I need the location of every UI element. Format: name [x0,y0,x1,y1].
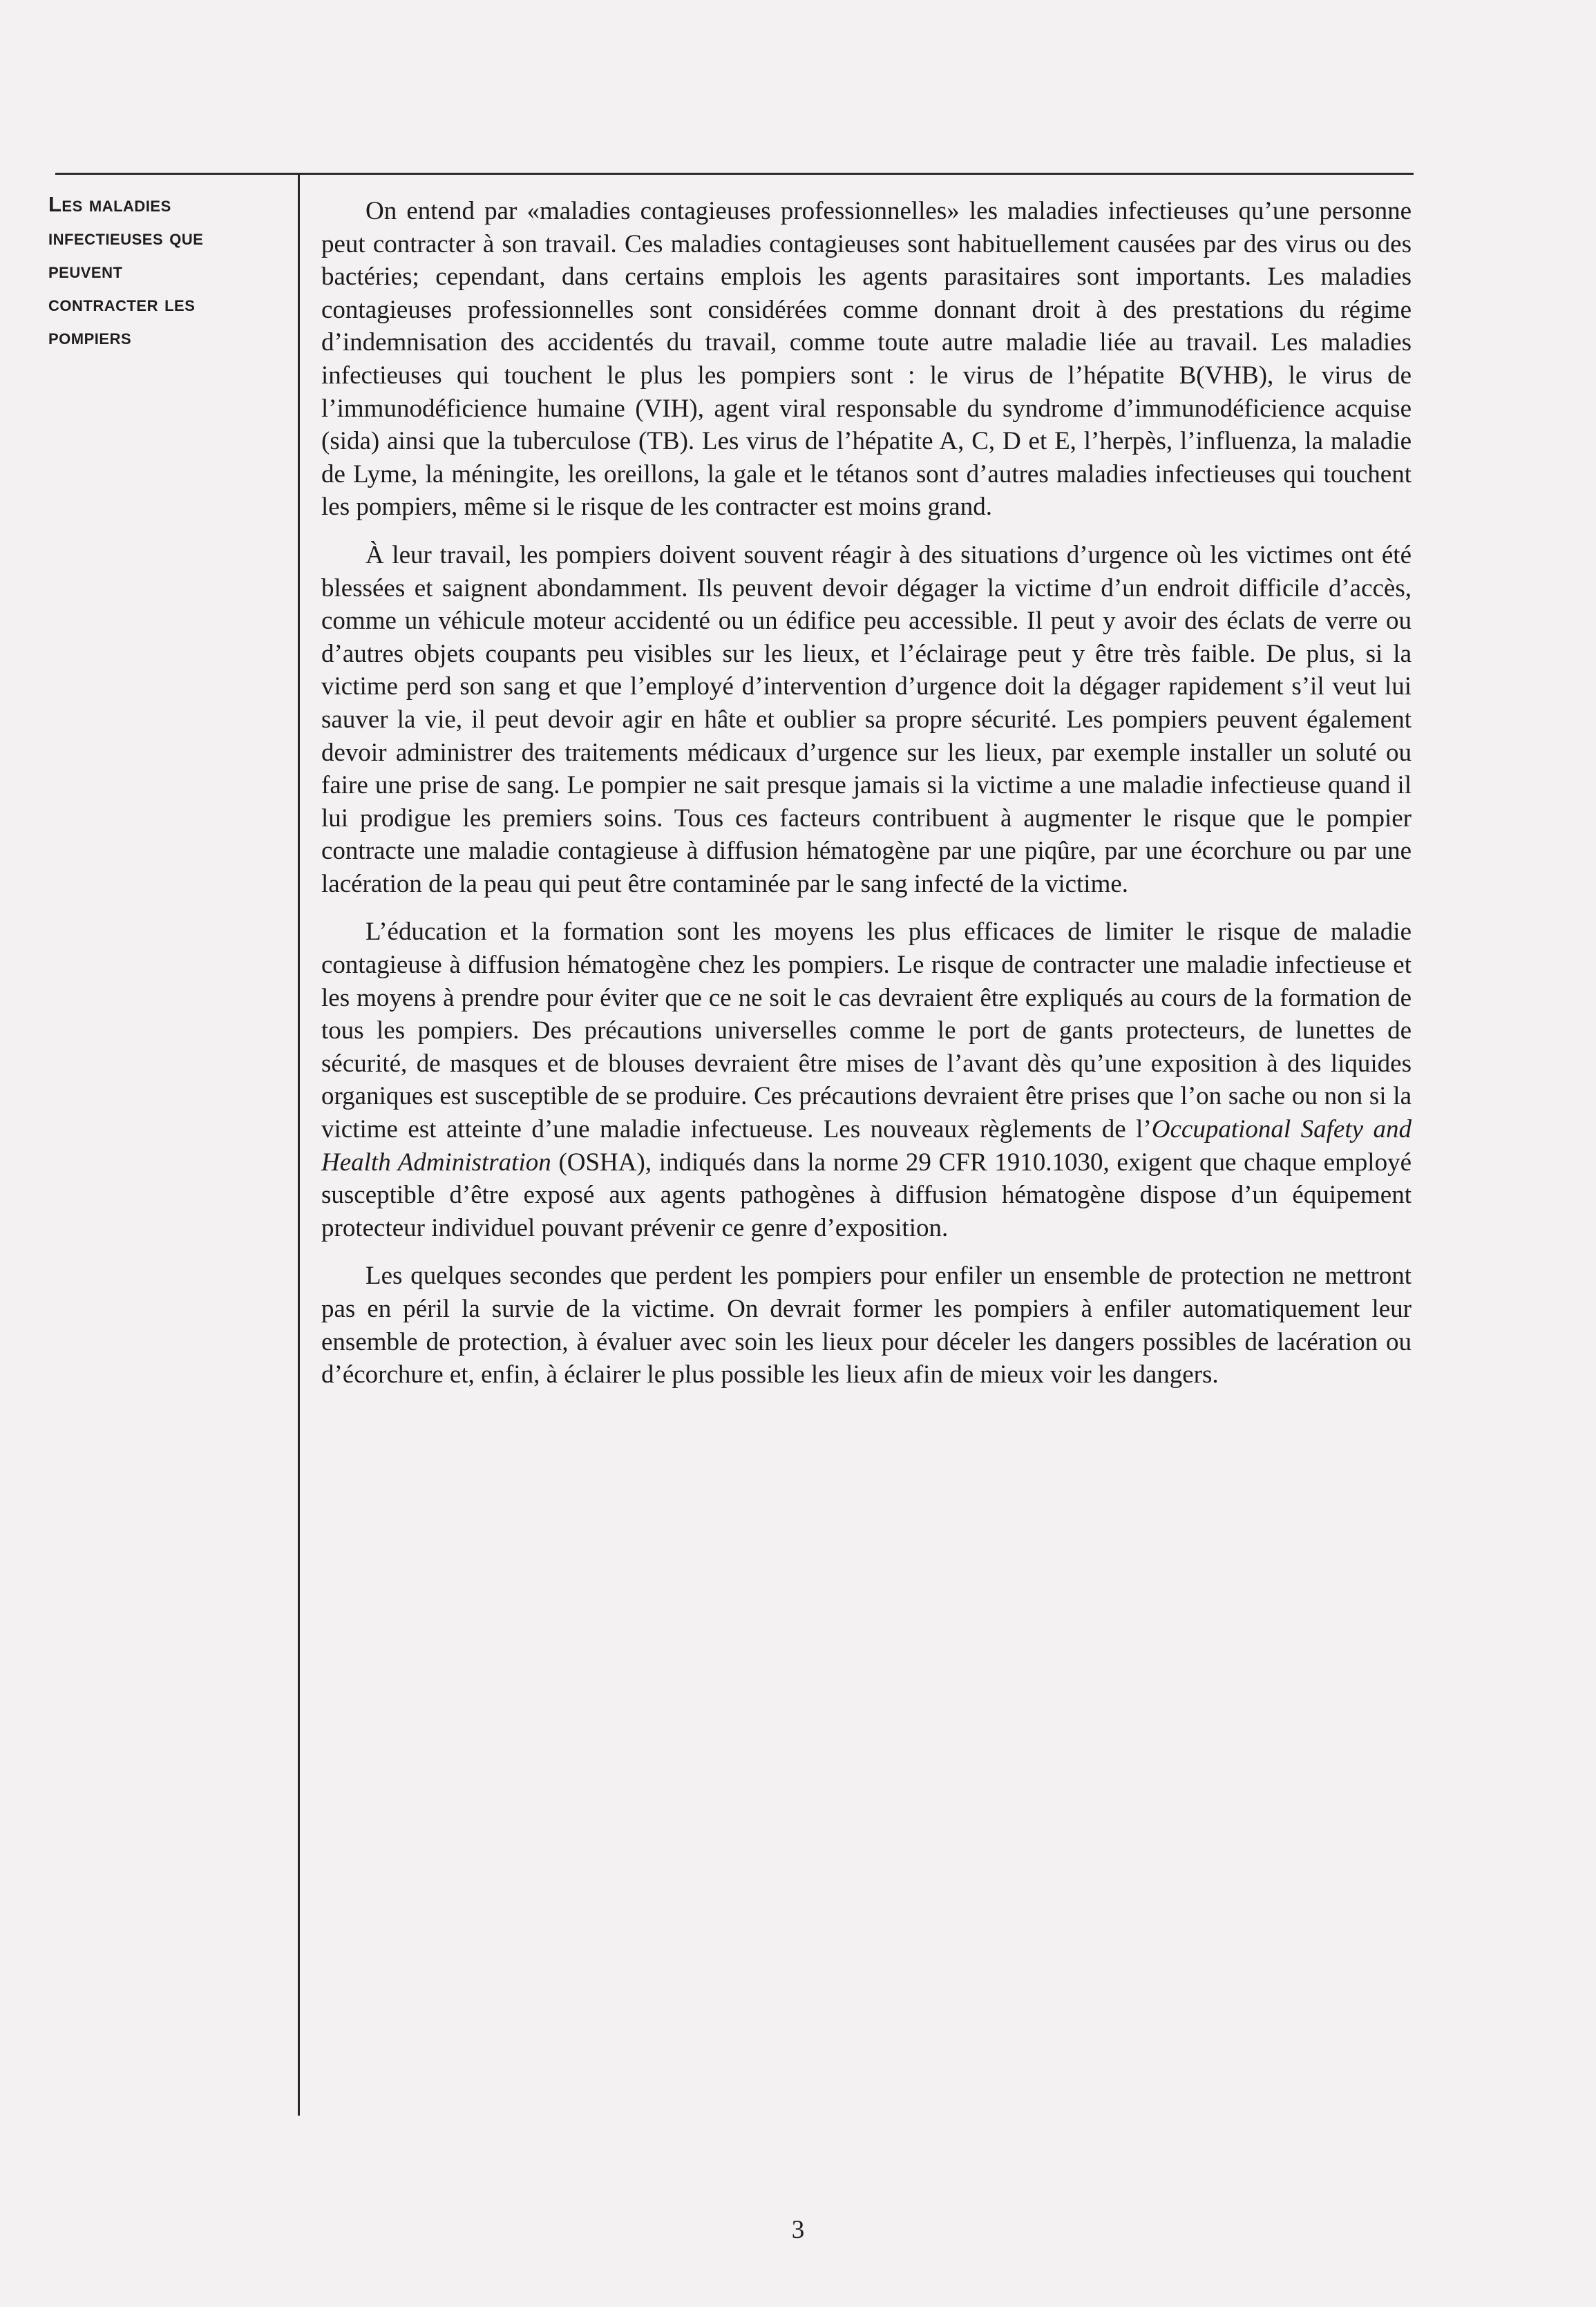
paragraph-definition: On entend par «maladies contagieuses professionnelles» les maladies infectieuses qu’une personne peut contracter à son travail. Ces maladies contagieuses sont habituellement causées par des virus ou des bactéries; cependant, dans certains emplois les agents parasitaires sont importants. Les maladies contagieuses professionnelles sont considérées comme donnant droit à des prestations du régime d’indemnisation des accidentés du travail, comme toute autre maladie liée au travail. Les maladies infectieuses qui touchent le plus les pompiers sont : le virus de l’hépatite B(VHB), le virus de l’immunodéficience humaine (VIH), agent viral responsable du syndrome d’immunodéficience acquise (sida) ainsi que la tuberculose (TB). Les virus de l’hépatite A, C, D et E, l’herpès, l’influenza, la maladie de Lyme, la méningite, les oreillons, la gale et le tétanos sont d’autres maladies infectieuses qui touchent les pompiers, même si le risque de les contracter est moins grand. [321,197,1412,522]
column-divider-rule [298,174,300,2116]
side-heading [48,188,280,354]
paragraph-work-conditions: À leur travail, les pompiers doivent souvent réagir à des situations d’urgence où les victimes ont été blessées et saignent abondamment. Ils peuvent devoir dégager la victime d’un endroit difficile d’accès, comme un véhicule moteur accidenté ou un édifice peu accessible. Il peut y avoir des éclats de verre ou d’autres objets coupants peu visibles sur les lieux, et l’éclairage peut y être très faible. De plus, si la victime perd son sang et que l’employé d’intervention d’urgence doit la dégager rapidement s’il veut lui sauver la vie, il peut devoir agir en hâte et oublier sa propre sécurité. Les pompiers peuvent également devoir administrer des traitements médicaux d’urgence sur les lieux, par exemple installer un soluté ou faire une prise de sang. Le pompier ne sait presque jamais si la victime a une maladie infectieuse quand il lui prodigue les premiers soins. Tous ces facteurs contribuent à augmenter le risque que le pompier contracte une maladie contagieuse à diffusion hématogène par une piqûre, par une écorchure ou par une lacération de la peau qui peut être contaminée par le sang infecté de la victime. [321,540,1412,898]
top-horizontal-rule [55,173,1414,175]
paragraph-education-training [321,915,1412,1244]
side-heading-line: pompiers [48,325,132,349]
side-heading-line: peuvent [48,258,123,283]
paragraph-text-segment: L’éducation et la formation sont les moyens les plus efficaces de limiter le risque de maladie contagieuse à diffusion hématogène chez les pompiers. Le risque de contracter une maladie infectieuse et les moyens à prendre pour éviter que ce ne soit le cas devraient être expliqués au cours de la formation de tous les pompiers. Des précautions universelles comme le port de gants protecteurs, de lunettes de sécurité, de masques et de blouses devraient être mises de l’avant dès qu’une exposition à des liquides organiques est susceptible de se produire. Ces précautions devraient être prises que l’on sache ou non si la victime est atteinte d’une maladie infectueuse. Les nouveaux règlements de l’ [321,918,1412,1144]
page-number: 3 [791,2216,805,2244]
side-heading-line: contracter les [48,292,196,316]
side-heading-line: infectieuses que [48,225,204,249]
main-body-text [321,195,1412,1407]
paragraph-text-segment: (OSHA), indiqués dans la norme 29 CFR 1910.1030, exigent que chaque employé susceptible d’être exposé aux agents pathogènes à diffusion hématogène dispose d’un équipement protecteur individuel pouvant prévenir ce genre d’exposition. [321,1148,1412,1242]
side-heading-line: Les maladies [48,192,171,216]
osha-name: Occupational Safety and Health Administration [321,1115,1412,1177]
paragraph-protection-time: Les quelques secondes que perdent les pompiers pour enfiler un ensemble de protection ne mettront pas en péril la survie de la victime. On devrait former les pompiers à enfiler automatiquement leur ensemble de protection, à évaluer avec soin les lieux pour déceler les dangers possibles de lacération ou d’écorchure et, enfin, à éclairer le plus possible les lieux afin de mieux voir les dangers. [321,1262,1412,1389]
